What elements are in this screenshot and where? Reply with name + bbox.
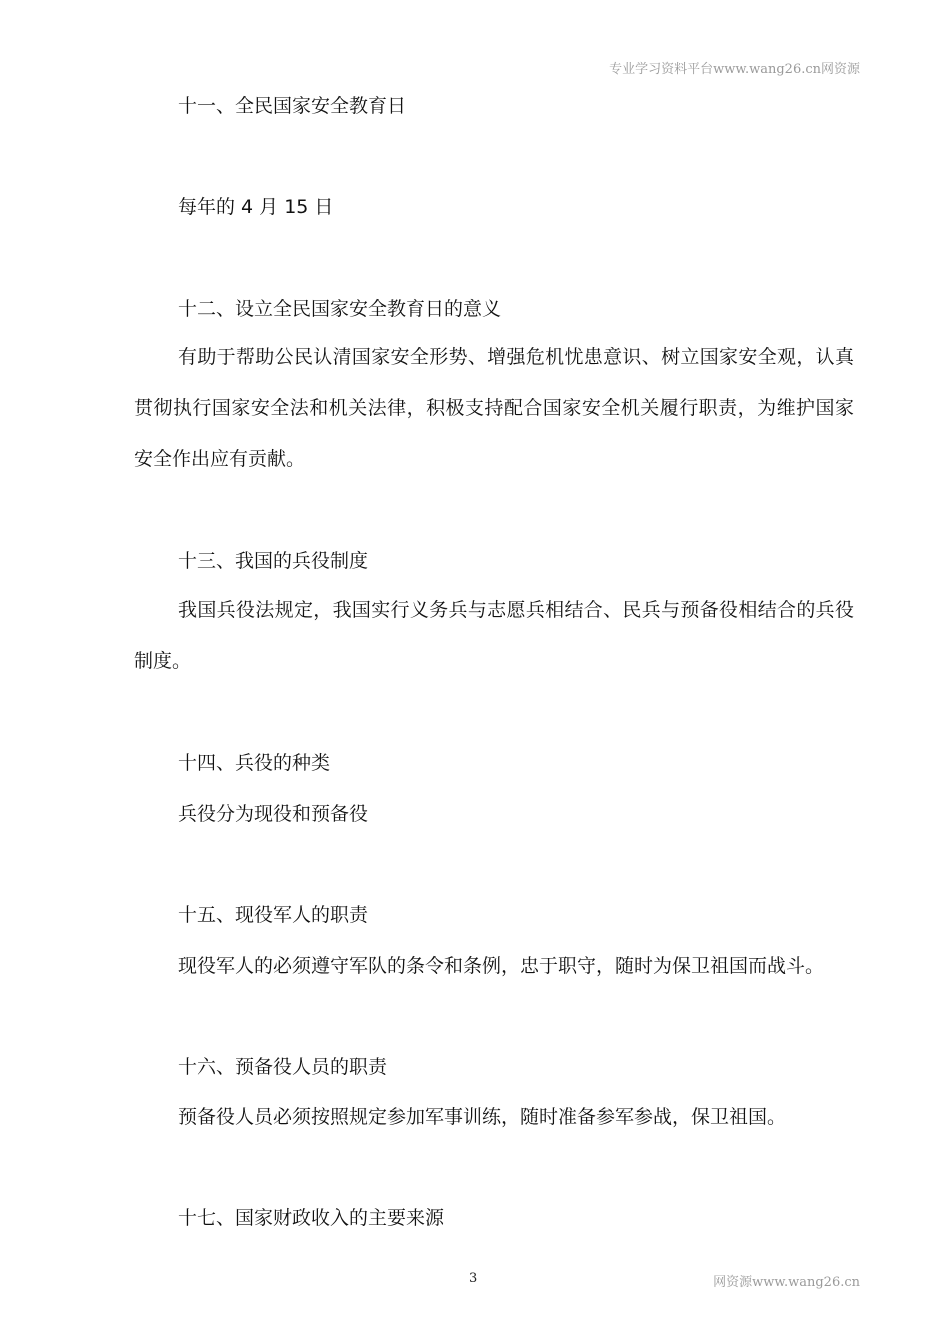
page-number: 3 [469, 1271, 478, 1286]
section-14-body: 兵役分为现役和预备役 [178, 803, 369, 825]
header-watermark: 专业学习资料平台www.wang26.cn网资源 [609, 62, 860, 77]
section-16-heading: 十六、预备役人员的职责 [178, 1056, 388, 1078]
footer-watermark: 网资源www.wang26.cn [713, 1275, 860, 1290]
section-15-body: 现役军人的必须遵守军队的条令和条例，忠于职守，随时为保卫祖国而战斗。 [178, 955, 825, 977]
section-11-heading: 十一、全民国家安全教育日 [178, 95, 407, 117]
section-16-body: 预备役人员必须按照规定参加军事训练，随时准备参军参战，保卫祖国。 [178, 1106, 787, 1128]
section-13-heading: 十三、我国的兵役制度 [178, 550, 369, 572]
section-15-heading: 十五、现役军人的职责 [178, 904, 369, 926]
section-11-body: 每年的 4 月 15 日 [178, 196, 334, 218]
section-17-heading: 十七、国家财政收入的主要来源 [178, 1207, 445, 1229]
section-13-body: 我国兵役法规定，我国实行义务兵与志愿兵相结合、民兵与预备役相结合的兵役制度。 [134, 599, 854, 672]
section-14-heading: 十四、兵役的种类 [178, 752, 331, 774]
section-12-body: 有助于帮助公民认清国家安全形势、增强危机忧患意识、树立国家安全观，认真贯彻执行国家安全法和机关法律，积极支持配合国家安全机关履行职责，为维护国家安全作出应有贡献。 [134, 346, 854, 470]
section-12-heading: 十二、设立全民国家安全教育日的意义 [178, 298, 502, 320]
